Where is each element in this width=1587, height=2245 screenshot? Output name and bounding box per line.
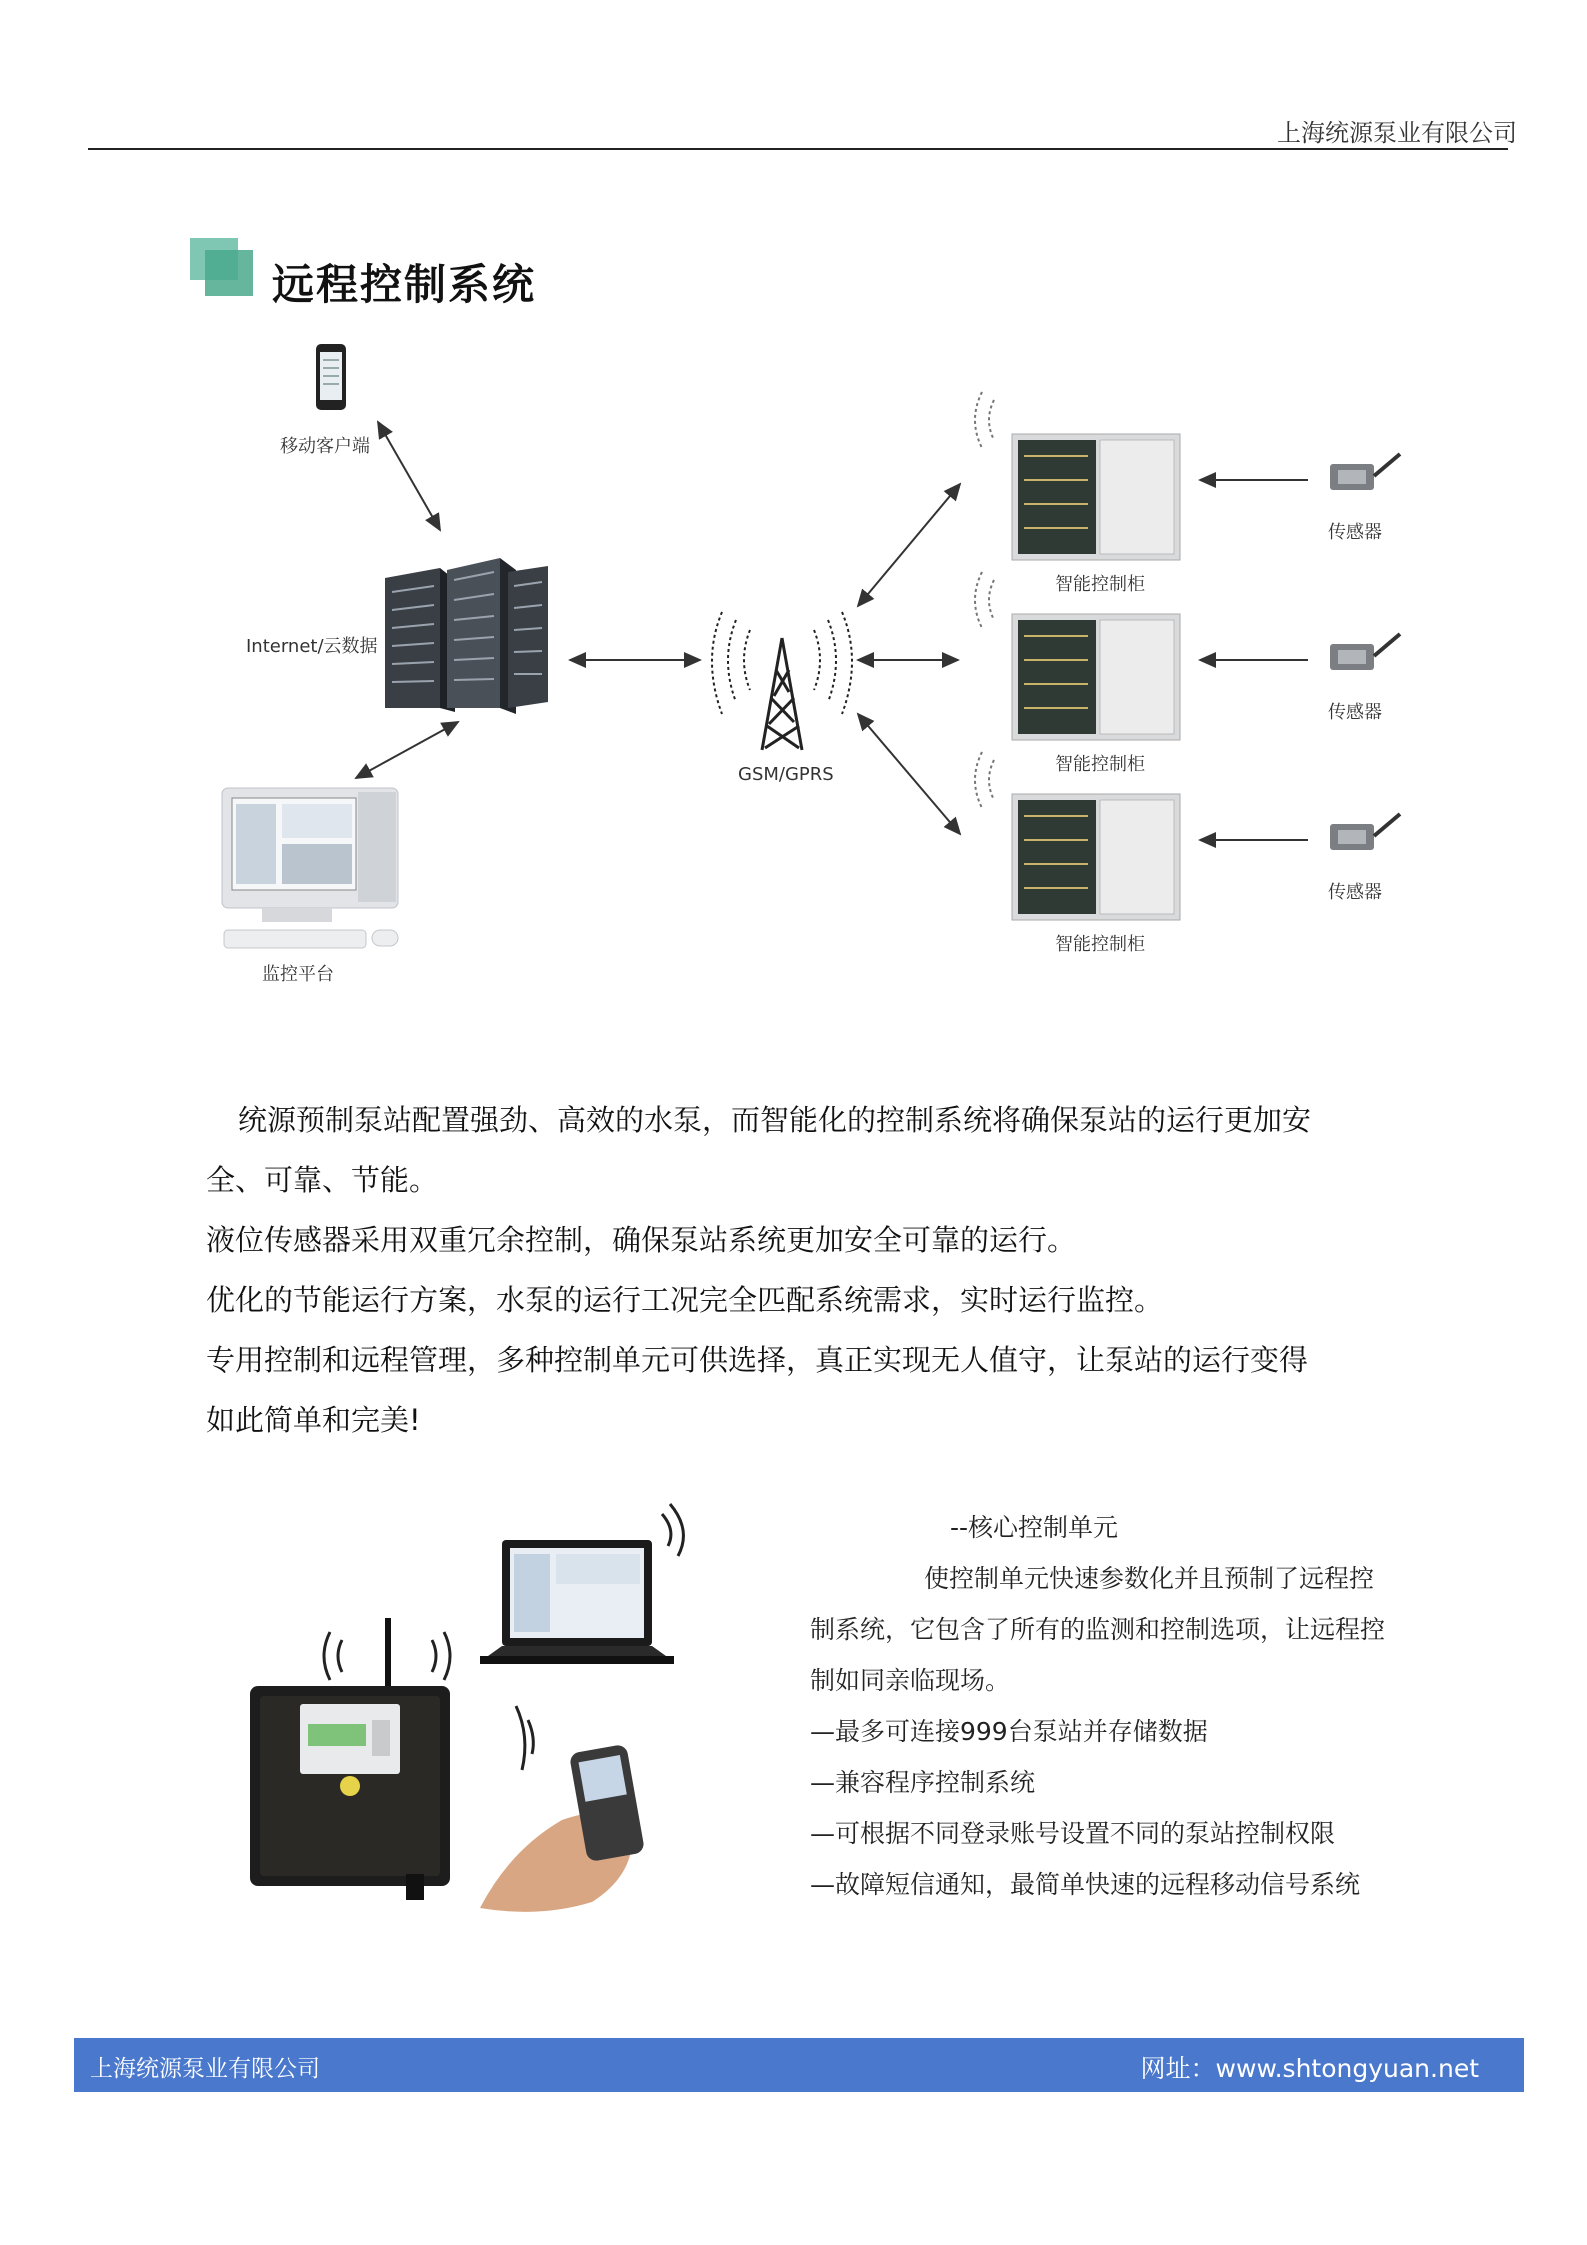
monitor-platform-label: 监控平台 — [262, 964, 334, 985]
monitor-platform-icon — [222, 788, 398, 948]
cabinet-label: 智能控制柜 — [1055, 934, 1145, 955]
server-rack-icon — [385, 558, 548, 714]
mobile-phone-icon — [316, 344, 346, 410]
body-text — [206, 1090, 1436, 1450]
control-cabinet-icon — [975, 392, 1180, 560]
feature-intro-line: 制如同亲临现场。 — [810, 1666, 1011, 1695]
section-marker-icon-overlay — [205, 250, 253, 296]
sensor-label: 传感器 — [1328, 702, 1382, 723]
sensor-icon — [1330, 814, 1400, 850]
sensor-icon — [1330, 634, 1400, 670]
sensor-label: 传感器 — [1328, 882, 1382, 903]
laptop-icon — [480, 1504, 683, 1664]
sensor-icon — [1330, 454, 1400, 490]
sensor-label: 传感器 — [1328, 522, 1382, 543]
footer-company: 上海统源泵业有限公司 — [90, 2056, 320, 2082]
body-line: 如此简单和完美! — [206, 1403, 421, 1437]
body-line: 液位传感器采用双重冗余控制，确保泵站系统更加安全可靠的运行。 — [206, 1223, 1077, 1257]
feature-bullet: —可根据不同登录账号设置不同的泵站控制权限 — [810, 1819, 1336, 1848]
mobile-client-label: 移动客户端 — [280, 436, 370, 457]
header-divider — [88, 148, 1508, 150]
feature-bullet: —最多可连接999台泵站并存储数据 — [810, 1717, 1208, 1746]
feature-bullet: —兼容程序控制系统 — [810, 1768, 1036, 1797]
gsm-tower-icon — [712, 612, 852, 750]
control-cabinet-icon — [975, 752, 1180, 920]
cabinet-label: 智能控制柜 — [1055, 574, 1145, 595]
gsm-label: GSM/GPRS — [738, 764, 834, 785]
cabinet-label: 智能控制柜 — [1055, 754, 1145, 775]
body-line: 统源预制泵站配置强劲、高效的水泵，而智能化的控制系统将确保泵站的运行更加安 — [238, 1103, 1312, 1137]
feature-bullet: —故障短信通知，最简单快速的远程移动信号系统 — [810, 1870, 1361, 1899]
control-box-icon — [250, 1618, 450, 1900]
body-line: 专用控制和远程管理，多种控制单元可供选择，真正实现无人值守，让泵站的运行变得 — [206, 1343, 1309, 1377]
feature-title: --核心控制单元 — [950, 1513, 1119, 1542]
body-line: 优化的节能运行方案，水泵的运行工况完全匹配系统需求，实时运行监控。 — [206, 1283, 1164, 1317]
header-company: 上海统源泵业有限公司 — [1277, 119, 1517, 147]
body-line: 全、可靠、节能。 — [206, 1163, 439, 1197]
server-label: Internet/云数据 — [246, 636, 378, 657]
section-title: 远程控制系统 — [272, 260, 537, 309]
remote-control-diagram — [0, 330, 1587, 1010]
feature-block — [810, 1502, 1450, 1910]
feature-intro-line: 制系统，它包含了所有的监测和控制选项，让远程控 — [810, 1615, 1386, 1644]
feature-intro-line: 使控制单元快速参数化并且预制了远程控 — [924, 1564, 1375, 1593]
footer-website-link[interactable]: 网址：www.shtongyuan.net — [1140, 2054, 1479, 2083]
mobile-phone-in-hand-icon — [480, 1706, 645, 1912]
control-unit-illustration — [240, 1490, 740, 1920]
control-cabinet-icon — [975, 572, 1180, 740]
